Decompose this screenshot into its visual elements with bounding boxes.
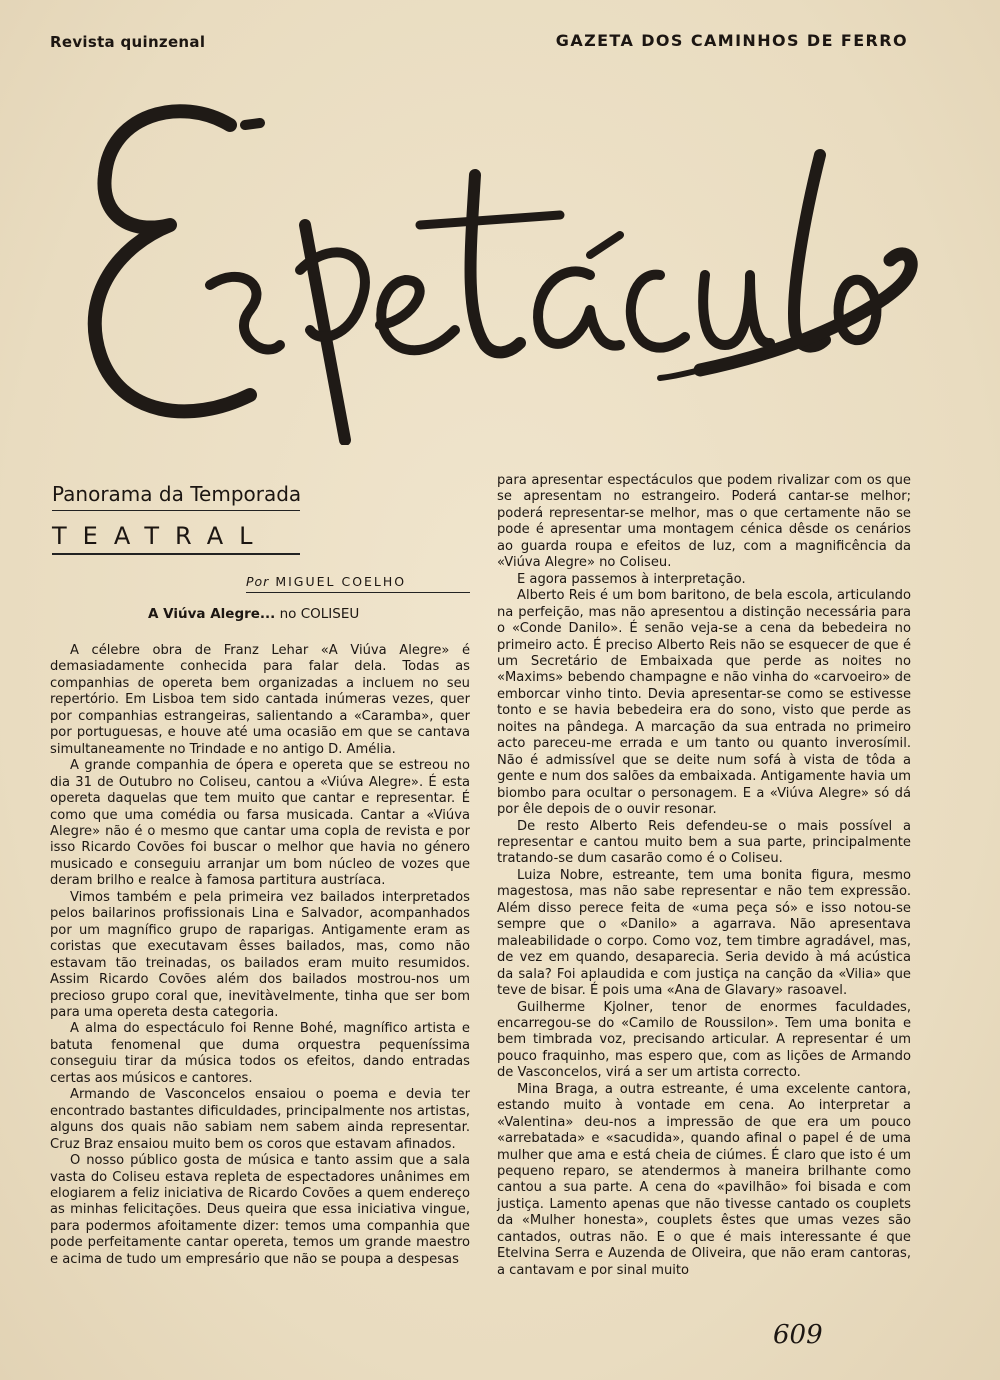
masthead-calligraphy [60, 95, 920, 445]
byline-author: MIGUEL COELHO [275, 574, 407, 589]
section-divider-bottom [52, 553, 300, 555]
byline [246, 574, 406, 589]
byline-divider [246, 592, 470, 593]
paragraph: Vimos também e pela primeira vez bailados interpretados pelos bailarinos profissionais Lina e Salvador, acompanhados por um magnífico grupo de raparigas. Antigamente eram as coristas que executavam êsses bailados, mas, como não estavam tão treinadas, os bailados eram muito resumidos. Assim Ricardo Covões além dos bailados mostrou-nos um precioso grupo coral que, inevitàvelmente, tinha que ser bom para uma opereta desta categoria. [50, 889, 470, 1020]
subhead-play-title: A Viúva Alegre... [148, 606, 276, 622]
header-periodicity: Revista quinzenal [50, 33, 206, 51]
paragraph: De resto Alberto Reis defendeu-se o mais possível a representar e cantou muito bem a sua parte, principalmente tratando-se dum casarão como é o Coliseu. [497, 818, 911, 867]
paragraph: E agora passemos à interpretação. [517, 571, 746, 587]
right-column [497, 473, 911, 1279]
section-title: Panorama da Temporada [52, 482, 302, 506]
paragraph: A grande companhia de ópera e opereta que se estreou no dia 31 de Outubro no Coliseu, cantou a «Viúva Alegre». É esta opereta daquelas que tem muito que cantar e representar. É como que uma comédia ou farsa musicada. Cantar a «Viúva Alegre» não é o mesmo que cantar uma copla de revista e por isso Ricardo Covões foi buscar o melhor que havia no género musicado e conseguiu arranjar um bom núcleo de vozes que deram brilho e realce à famosa partitura austríaca. [50, 758, 470, 889]
masthead-script-logo [60, 95, 920, 445]
paragraph: Mina Braga, a outra estreante, é uma excelente cantora, estando muito à vontade em cena. Ao interpretar a «Valentina» deu-nos a impressão de que era um pouco «arrebatada» e «sacudida», quando afinal o papel é de uma mulher que ama e está cheia de ciúmes. É claro que isto é um pequeno reparo, se atendermos à maneira brilhante como cantou a sua parte. A cena do «pavilhão» foi bisada e com justiça. Lamento apenas que não tivesse cantado os couplets da «Mulher honesta», couplets êstes que umas vezes são cantados, outras não. E o que é mais interessante é que Etelvina Serra e Auzenda de Oliveira, que não eram cantoras, a cantavam e por sinal muito [497, 1081, 911, 1278]
paragraph-continued: para apresentar espectáculos que podem rivalizar com os que se apresentam no estrangeiro. Poderá cantar-se melhor; poderá representar-se melhor, mas o que certamente não se pode é apresentar uma montagem cénica dêsde os cenários ao guarda roupa e efeitos de luz, com a magnificência da «Viúva Alegre» no Coliseu. [497, 473, 911, 571]
page-number: 609 [773, 1320, 823, 1350]
section-divider [52, 510, 300, 511]
byline-prefix: Por [246, 574, 270, 589]
paragraph: A célebre obra de Franz Lehar «A Viúva Alegre» é demasiadamente conhecida para falar dela. Todas as companhias de opereta bem organizadas a incluem no seu repertório. Em Lisboa tem sido cantada inúmeras vezes, quer por companhias estrangeiras, salientando a «Caramba», quer por portuguesas, e houve até uma ocasião em que se cantava simultaneamente no Trindade e no antigo D. Amélia. [50, 643, 470, 757]
paragraph: A alma do espectáculo foi Renne Bohé, magnífico artista e batuta fenomenal que duma orquestra pequeníssima conseguiu tirar da música todos os efeitos, dando entradas certas aos músicos e cantores. [50, 1021, 470, 1086]
article-subhead [148, 606, 359, 622]
paragraph: Guilherme Kjolner, tenor de enormes faculdades, encarregou-se do «Camilo de Roussilon». Tem uma bonita e bem timbrada voz, precisando articular. A representar é um pouco fraquinho, mas espero que, com as lições de Armando de Vasconcelos, virá a ser um artista correcto. [497, 999, 911, 1081]
subhead-venue: no COLISEU [275, 606, 360, 622]
paragraph: Armando de Vasconcelos ensaiou o poema e devia ter encontrado bastantes dificuldades, principalmente nos artistas, alguns dos quais não sabiam nem sabem ainda representar. Cruz Braz ensaiou muito bem os coros que estavam afinados. [50, 1087, 470, 1152]
left-column [50, 643, 470, 1268]
paragraph: Luiza Nobre, estreante, tem uma bonita figura, mesmo magestosa, mas não sabe representar e não tem expressão. Além disso perece feita de «uma peça só» e isso notou-se sempre que o «Danilo» a agarrava. Não apresentava maleabilidade o corpo. Como voz, tem timbre agradável, mas, de vez em quando, desaparecia. Seria devido à má acústica da sala? Foi aplaudida e com justiça na canção da «Vilia» que teve de bisar. É pois uma «Ana de Glavary» rasoavel. [497, 867, 911, 999]
paragraph: O nosso público gosta de música e tanto assim que a sala vasta do Coliseu estava repleta de espectadores unânimes em elogiarem a feliz iniciativa de Ricardo Covões a quem endereço as minhas felicitações. Deus queira que essa iniciativa vingue, para podermos afoitamente dizer: temos uma companhia que pode perfeitamente cantar opereta, temos um grande maestro e acima de tudo um empresário que não se poupa a despesas [50, 1153, 470, 1267]
header-publication-title: GAZETA DOS CAMINHOS DE FERRO [555, 31, 908, 50]
paragraph: Alberto Reis é um bom baritono, de bela escola, articulando na perfeição, mas não apresentou a distinção necessária para o «Conde Danilo». É senão veja-se a cena da bebedeira no primeiro acto. É preciso Alberto Reis não se esquecer de que é um Secretário de Embaixada que perde as noites no «Maxims» bebendo champagne e não vinha do «carvoeiro» de emborcar vinho tinto. Devia apresentar-se como se estivesse tonto e se havia bebedeira era do sono, visto que perde as noites na pândega. A marcação da sua entrada no primeiro acto pareceu-me errada e um tanto ou quanto inverosímil. Não é admissível que se deite num sofá à vista de tôda a gente e num dos salões da embaixada. Antigamente havia um biombo para ocultar o personagem. E a «Viúva Alegre» só dá por êle depois de o ouvir resonar. [497, 588, 911, 818]
section-subtitle: TEATRAL [52, 522, 269, 550]
